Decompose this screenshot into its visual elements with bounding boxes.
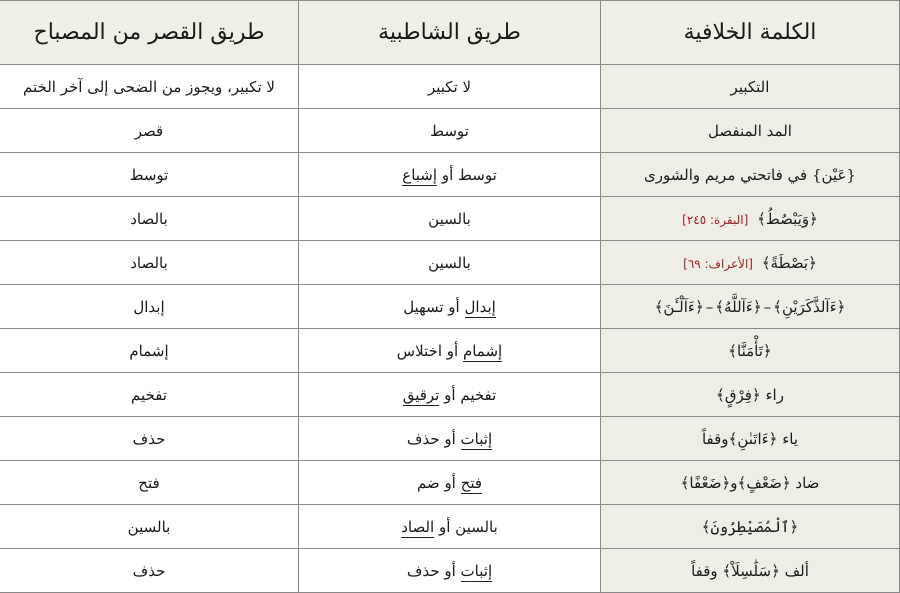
disputed-word-cell: [601, 505, 900, 549]
table-header: [0, 1, 900, 65]
disputed-word-cell: [601, 241, 900, 285]
header-shatibiyya-path: طريق الشاطبية: [299, 1, 601, 65]
verse-reference: [الأعراف: ٦٩]: [683, 256, 753, 271]
table-row: [0, 241, 900, 285]
disputed-word-cell: [601, 329, 900, 373]
shatibiyya-underlined-text: فتح: [460, 473, 483, 492]
table-row: [0, 417, 900, 461]
qasr-cell: [0, 109, 299, 153]
word-separator: –: [763, 297, 772, 316]
disputed-word-text: المد المنفصل: [708, 121, 792, 140]
shatibiyya-cell: [299, 285, 601, 329]
quran-word: ﴿تَأْمَنَّا﴾: [728, 341, 772, 360]
word-suffix: وقفاً: [691, 561, 718, 580]
table-row: [0, 285, 900, 329]
shatibiyya-text: أو تسهيل: [403, 297, 460, 316]
table-row: [0, 505, 900, 549]
qasr-cell: [0, 65, 299, 109]
qasr-text: قصر: [134, 121, 164, 140]
disputed-word-cell: [601, 417, 900, 461]
shatibiyya-cell: [299, 417, 601, 461]
verse-reference: [البقرة: ٢٤٥]: [682, 212, 749, 227]
qasr-text: بالسين: [127, 517, 171, 536]
table-row: [0, 65, 900, 109]
quran-word: ﴿ٱلْمُصَيْطِرُونَ﴾: [701, 517, 799, 536]
qasr-text: حذف: [132, 561, 166, 580]
quran-word: ﴿فِرْقٍ﴾: [716, 385, 761, 404]
word-separator: –: [705, 297, 714, 316]
qasr-text: بالصاد: [130, 253, 168, 272]
shatibiyya-cell: [299, 197, 601, 241]
quran-word: ﴿ءَاتَىٰنِ﴾: [728, 429, 778, 448]
qasr-text: بالصاد: [130, 209, 168, 228]
quran-word: ﴿بَصْطَةً﴾: [761, 253, 817, 272]
shatibiyya-text: لا تكبير: [427, 77, 472, 96]
table-row: [0, 109, 900, 153]
qasr-text: فتح: [138, 473, 160, 492]
quran-word: ﴿ضَعْفًا﴾: [680, 473, 731, 492]
qasr-cell: [0, 373, 299, 417]
shatibiyya-underlined-text: الصاد: [401, 517, 435, 536]
shatibiyya-cell: [299, 153, 601, 197]
disputed-word-cell: [601, 153, 900, 197]
qasr-cell: [0, 329, 299, 373]
table-row: [0, 461, 900, 505]
qasr-text: توسط: [129, 165, 169, 184]
qasr-text: تفخيم: [131, 385, 167, 404]
quran-word: ﴿ءَآللَّهُ﴾: [715, 297, 762, 316]
disputed-word-cell: [601, 285, 900, 329]
table-body: [0, 65, 900, 593]
disputed-word-cell: [601, 461, 900, 505]
word-prefix: راء: [765, 385, 784, 404]
qasr-text: حذف: [132, 429, 166, 448]
disputed-word-cell: [601, 373, 900, 417]
disputed-word-text: {عَيْن} في فاتحتي مريم والشورى: [644, 165, 856, 184]
qasr-text: إبدال: [133, 297, 165, 316]
shatibiyya-underlined-text: إثبات: [460, 429, 493, 448]
shatibiyya-text: توسط أو: [441, 165, 497, 184]
shatibiyya-text: توسط: [430, 121, 469, 140]
shatibiyya-underlined-text: ترقيق: [402, 385, 440, 404]
disputed-word-cell: [601, 109, 900, 153]
qasr-cell: [0, 241, 299, 285]
table-row: [0, 329, 900, 373]
quran-word: ﴿وَيَبْصُطُ﴾: [757, 209, 818, 228]
quran-word: ﴿ءَآلذَّكَرَيْنِ﴾: [773, 297, 846, 316]
qasr-cell: [0, 153, 299, 197]
shatibiyya-text: أو اختلاس: [396, 341, 459, 360]
shatibiyya-underlined-text: إشمام: [462, 341, 503, 360]
qasr-cell: [0, 417, 299, 461]
shatibiyya-text: بالسين: [428, 209, 471, 228]
quran-word: ﴿سَلَٰسِلَاْ﴾: [722, 561, 780, 580]
shatibiyya-cell: [299, 241, 601, 285]
quran-word: ﴿ءَآلْـَٔنَ﴾: [654, 297, 704, 316]
shatibiyya-underlined-text: إثبات: [460, 561, 493, 580]
disputed-word-cell: [601, 65, 900, 109]
shatibiyya-text: أو حذف: [406, 561, 456, 580]
header-disputed-word: الكلمة الخلافية: [601, 1, 900, 65]
qasr-cell: [0, 285, 299, 329]
qasr-cell: [0, 549, 299, 593]
shatibiyya-cell: [299, 461, 601, 505]
table-row: [0, 197, 900, 241]
word-prefix: ياء: [782, 429, 799, 448]
word-prefix: ألف: [784, 561, 809, 580]
word-prefix: ضاد: [795, 473, 820, 492]
shatibiyya-cell: [299, 505, 601, 549]
shatibiyya-cell: [299, 373, 601, 417]
word-conjunction: و: [730, 473, 738, 492]
shatibiyya-text: تفخيم أو: [444, 385, 497, 404]
quran-word: ﴿ضَعْفٍ﴾: [737, 473, 791, 492]
shatibiyya-text: أو ضم: [416, 473, 456, 492]
shatibiyya-text: بالسين: [428, 253, 471, 272]
header-row: [0, 1, 900, 65]
qasr-cell: [0, 505, 299, 549]
disputed-word-cell: [601, 197, 900, 241]
shatibiyya-cell: [299, 329, 601, 373]
shatibiyya-cell: [299, 549, 601, 593]
shatibiyya-underlined-text: إشباع: [402, 165, 438, 184]
qasr-cell: [0, 197, 299, 241]
table-row: [0, 373, 900, 417]
shatibiyya-text: بالسين أو: [438, 517, 498, 536]
shatibiyya-cell: [299, 109, 601, 153]
qasr-cell: [0, 461, 299, 505]
shatibiyya-cell: [299, 65, 601, 109]
table-row: [0, 153, 900, 197]
disputed-word-cell: [601, 549, 900, 593]
shatibiyya-underlined-text: إبدال: [464, 297, 496, 316]
shatibiyya-text: أو حذف: [406, 429, 456, 448]
word-suffix: وقفاً: [701, 429, 729, 448]
qasr-text: لا تكبير، ويجوز من الضحى إلى آخر الختم: [23, 77, 275, 96]
header-qasr-path: طريق القصر من المصباح: [0, 1, 299, 65]
disputed-word-text: التكبير: [730, 77, 770, 96]
table-row: [0, 549, 900, 593]
qasr-text: إشمام: [129, 341, 169, 360]
